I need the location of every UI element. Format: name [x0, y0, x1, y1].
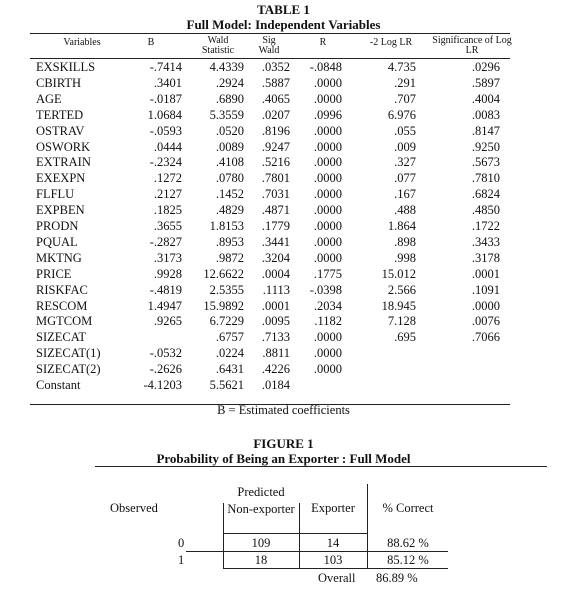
table-cell-significance: .8147 — [471, 123, 500, 138]
table-cell-log-lr: .707 — [394, 91, 416, 106]
table-cell-sig-wald: .3204 — [261, 250, 290, 265]
table-cell-wald: .6890 — [215, 91, 244, 106]
table-cell-b: -.7414 — [149, 60, 182, 74]
table-cell-b: -.0593 — [149, 123, 182, 138]
table-cell-sig-wald: .0001 — [261, 298, 290, 313]
table-cell-b: -.0187 — [149, 91, 182, 106]
table-cell-wald: .6431 — [215, 362, 244, 377]
table-cell-log-lr: 18.945 — [381, 298, 416, 313]
table-cell-significance: .0296 — [471, 60, 500, 74]
table-cell-r: .0000 — [313, 91, 342, 106]
table-cell-b: -.0532 — [149, 346, 182, 361]
table-cell-log-lr: .055 — [394, 123, 416, 138]
table-cell-wald: .6757 — [215, 330, 244, 345]
table-cell-variable: SIZECAT(2) — [36, 362, 101, 377]
table-cell-variable: SIZECAT(1) — [36, 346, 101, 361]
table-cell-log-lr: .488 — [394, 203, 416, 218]
table-cell-variable: RISKFAC — [36, 282, 88, 297]
table-cell-significance: .1722 — [471, 219, 500, 233]
table-cell-r: .0000 — [313, 123, 342, 138]
table-cell-sig-wald: .4065 — [261, 91, 290, 106]
table-header-rule — [30, 58, 510, 59]
table-cell-r: .0000 — [313, 219, 342, 233]
table-cell-variable: OSTRAV — [36, 123, 85, 138]
table-cell-r: .2034 — [313, 298, 342, 313]
table-cell-log-lr: .077 — [394, 171, 416, 186]
table-cell-variable: EXSKILLS — [36, 60, 96, 74]
figure-top-rule — [95, 466, 547, 467]
table-cell-r: .0000 — [313, 155, 342, 170]
table-cell-sig-wald: .0352 — [261, 60, 290, 74]
table-cell-r: .0000 — [313, 234, 342, 249]
table-cell-b: -.4819 — [149, 282, 182, 297]
table-cell-wald: 6.7229 — [209, 314, 244, 329]
table-cell-significance: .4004 — [471, 91, 500, 106]
table-cell-wald: .4829 — [215, 203, 244, 218]
table-cell-b: .3173 — [153, 250, 182, 265]
table-cell-r: .0000 — [313, 203, 342, 218]
table-cell-sig-wald: .8196 — [261, 123, 290, 138]
table-cell-b: .3401 — [153, 75, 182, 90]
col-header-r: R — [319, 37, 327, 48]
table-cell-variable: PRICE — [36, 266, 72, 281]
row-0-exporter: 14 — [326, 536, 340, 550]
table-cell-b: -.2626 — [149, 362, 182, 377]
table-cell-r: -.0848 — [309, 60, 342, 74]
table-cell-b: .2127 — [153, 187, 182, 202]
overall-label: Overall — [318, 571, 356, 585]
row-0-correct: 88.62 % — [387, 536, 429, 550]
table-cell-sig-wald: .4226 — [261, 362, 290, 377]
table-cell-wald: .8953 — [215, 234, 244, 249]
table-cell-variable: MKTNG — [36, 250, 82, 265]
table-cell-log-lr: .009 — [394, 139, 416, 154]
table-cell-significance: .3178 — [471, 250, 500, 265]
table-cell-variable: CBIRTH — [36, 75, 82, 90]
table-cell-r: .0000 — [313, 346, 342, 361]
table-cell-r: .0000 — [313, 362, 342, 377]
table-cell-variable: EXPBEN — [36, 203, 85, 218]
col-header-significance-log-lr: Significance of Log LR — [432, 35, 512, 56]
table-cell-sig-wald: .7801 — [261, 171, 290, 186]
matrix-rule-3 — [223, 568, 448, 569]
table-cell-significance: .0000 — [471, 298, 500, 313]
table-cell-sig-wald: .1113 — [262, 282, 290, 297]
table-cell-log-lr: .291 — [394, 75, 416, 90]
col-header-sig-wald: Sig Wald — [258, 35, 280, 56]
figure-title: FIGURE 1 — [253, 436, 314, 451]
table-cell-sig-wald: .5887 — [261, 75, 290, 90]
table-cell-r: .0000 — [313, 330, 342, 345]
table-cell-sig-wald: .4871 — [261, 203, 290, 218]
table-cell-variable: EXTRAIN — [36, 155, 91, 170]
table-cell-sig-wald: .0207 — [261, 107, 290, 122]
table-cell-log-lr: .327 — [394, 155, 416, 170]
table-cell-sig-wald: .0095 — [261, 314, 290, 329]
table-cell-r: -.0398 — [309, 282, 342, 297]
table-cell-b: -.2324 — [149, 155, 182, 170]
table-cell-b: 1.0684 — [147, 107, 182, 122]
table-cell-r: .1182 — [314, 314, 342, 329]
table-cell-b: .3655 — [153, 219, 182, 233]
table-cell-b: -.2827 — [149, 234, 182, 249]
table-cell-r: .0000 — [313, 75, 342, 90]
row-1-nonexporter: 18 — [254, 553, 268, 567]
table-cell-variable: RESCOM — [36, 298, 88, 313]
col-header-log-lr: -2 Log LR — [369, 37, 413, 48]
table-cell-log-lr: 7.128 — [387, 314, 416, 329]
table-subtitle: Full Model: Independent Variables — [186, 17, 381, 32]
table-cell-log-lr: .898 — [394, 234, 416, 249]
table-cell-sig-wald: .8811 — [262, 346, 290, 361]
table-cell-wald: 5.5621 — [209, 378, 244, 392]
exporter-label: Exporter — [311, 501, 355, 515]
table-cell-r: .1775 — [313, 266, 342, 281]
table-cell-b: -4.1203 — [143, 378, 182, 392]
predicted-label: Predicted — [237, 485, 285, 499]
table-cell-variable: AGE — [36, 91, 62, 106]
table-cell-variable: MGTCOM — [36, 314, 93, 329]
correct-label: % Correct — [382, 501, 434, 515]
table-cell-log-lr: .998 — [394, 250, 416, 265]
table-cell-significance: .5673 — [471, 155, 500, 170]
table-cell-variable: TERTED — [36, 107, 84, 122]
table-cell-wald: .0224 — [215, 346, 244, 361]
table-cell-significance: .3433 — [471, 234, 500, 249]
table-cell-significance: .5897 — [471, 75, 500, 90]
table-cell-b: .9265 — [153, 314, 182, 329]
table-cell-significance: .6824 — [471, 187, 500, 202]
table-cell-sig-wald: .7133 — [261, 330, 290, 345]
table-cell-wald: 2.5355 — [209, 282, 244, 297]
table-cell-b: .1272 — [153, 171, 182, 186]
table-footnote: B = Estimated coefficients — [217, 403, 350, 417]
table-cell-r: .0000 — [313, 250, 342, 265]
table-title: TABLE 1 — [257, 2, 310, 17]
table-cell-variable: EXEXPN — [36, 171, 86, 186]
table-cell-variable: PRODN — [36, 219, 79, 233]
table-cell-sig-wald: .9247 — [261, 139, 290, 154]
table-cell-significance: .0076 — [471, 314, 500, 329]
nonexporter-label: Non-exporter — [227, 502, 295, 516]
row-1-exporter: 103 — [323, 553, 343, 567]
matrix-rule-1 — [223, 533, 367, 534]
table-cell-significance: .0083 — [471, 107, 500, 122]
matrix-rule-2 — [186, 551, 448, 552]
table-cell-log-lr: 1.864 — [387, 219, 416, 233]
table-cell-r: .0000 — [313, 187, 342, 202]
table-cell-b: 1.4947 — [147, 298, 182, 313]
table-cell-wald: .2924 — [215, 75, 244, 90]
col-header-wald: Wald Statistic — [201, 35, 235, 56]
table-cell-wald: .1452 — [215, 187, 244, 202]
table-cell-wald: 15.9892 — [203, 298, 244, 313]
table-cell-sig-wald: .0184 — [261, 378, 290, 392]
figure-subtitle: Probability of Being an Exporter : Full Model — [156, 451, 411, 466]
table-cell-wald: 12.6622 — [203, 266, 244, 281]
table-cell-log-lr: 15.012 — [381, 266, 416, 281]
row-0-label: 0 — [178, 536, 185, 550]
table-cell-sig-wald: .0004 — [261, 266, 290, 281]
table-cell-sig-wald: .3441 — [261, 234, 290, 249]
table-cell-sig-wald: .7031 — [261, 187, 290, 202]
table-cell-log-lr: 6.976 — [387, 107, 416, 122]
col-header-variables: Variables — [63, 37, 101, 48]
table-cell-log-lr: .167 — [394, 187, 416, 202]
table-cell-variable: SIZECAT — [36, 330, 86, 345]
table-cell-wald: 1.8153 — [209, 219, 244, 233]
table-cell-log-lr: 2.566 — [387, 282, 416, 297]
table-cell-log-lr: 4.735 — [387, 60, 416, 74]
table-cell-r: .0000 — [313, 139, 342, 154]
table-cell-wald: .0780 — [215, 171, 244, 186]
table-cell-r: .0996 — [313, 107, 342, 122]
table-cell-significance: .9250 — [471, 139, 500, 154]
table-cell-wald: 5.3559 — [209, 107, 244, 122]
table-cell-log-lr: .695 — [394, 330, 416, 345]
table-cell-b: .0444 — [153, 139, 182, 154]
table-cell-wald: .4108 — [215, 155, 244, 170]
table-cell-b: .1825 — [153, 203, 182, 218]
table-cell-variable: PQUAL — [36, 234, 78, 249]
table-cell-significance: .7066 — [471, 330, 500, 345]
table-cell-significance: .0001 — [471, 266, 500, 281]
row-1-correct: 85.12 % — [387, 553, 429, 567]
table-cell-wald: 4.4339 — [209, 60, 244, 74]
table-cell-variable: OSWORK — [36, 139, 91, 154]
col-header-b: B — [147, 37, 155, 48]
table-cell-sig-wald: .1779 — [261, 219, 290, 233]
overall-value: 86.89 % — [376, 571, 418, 585]
table-cell-sig-wald: .5216 — [261, 155, 290, 170]
table-cell-variable: FLFLU — [36, 187, 75, 202]
row-1-label: 1 — [178, 553, 185, 567]
row-0-nonexporter: 109 — [251, 536, 271, 550]
table-cell-b: .9928 — [153, 266, 182, 281]
table-top-rule — [30, 33, 510, 34]
table-cell-r: .0000 — [313, 171, 342, 186]
table-cell-significance: .4850 — [471, 203, 500, 218]
table-cell-significance: .1091 — [471, 282, 500, 297]
observed-label: Observed — [110, 501, 158, 515]
table-cell-wald: .9872 — [215, 250, 244, 265]
table-cell-wald: .0520 — [215, 123, 244, 138]
table-cell-variable: Constant — [36, 378, 81, 392]
table-cell-significance: .7810 — [471, 171, 500, 186]
table-cell-wald: .0089 — [215, 139, 244, 154]
